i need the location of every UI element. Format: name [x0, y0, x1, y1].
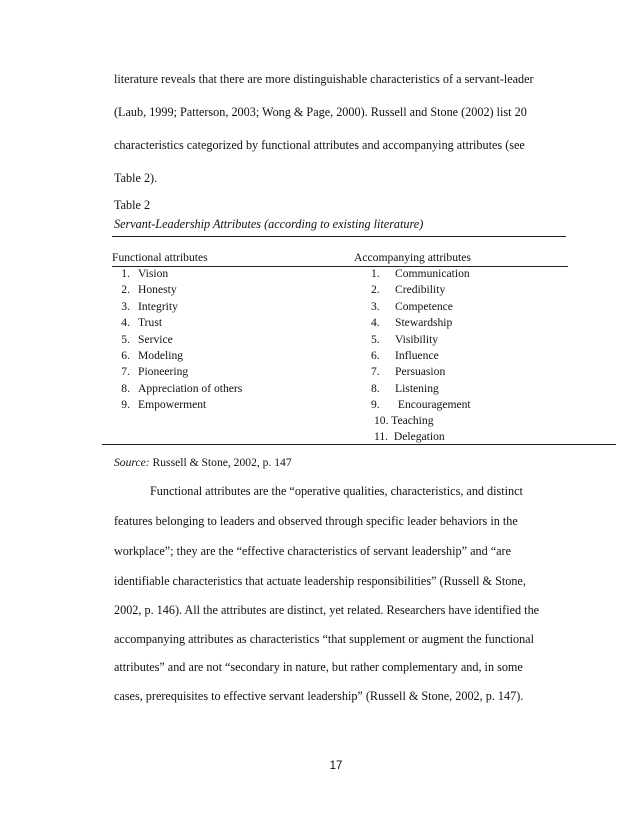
- item-text: Visibility: [395, 332, 439, 346]
- list-item: [371, 332, 471, 348]
- list-item: [114, 364, 242, 380]
- item-number: 4.: [121, 316, 130, 330]
- list-item: [371, 364, 471, 380]
- list-item: [371, 348, 471, 364]
- intro-line-2: (Laub, 1999; Patterson, 2003; Wong & Page, 2000). Russell and Stone (2002) list 20: [114, 105, 527, 119]
- item-number: 3.: [121, 299, 130, 313]
- body-line-6: accompanying attributes as characteristics “that supplement or augment the functional: [114, 632, 534, 646]
- functional-list: [114, 266, 242, 414]
- intro-line-4: Table 2).: [114, 171, 158, 185]
- source-text: Russell & Stone, 2002, p. 147: [149, 456, 292, 469]
- list-item: [114, 282, 242, 298]
- item-number: 1.: [121, 267, 130, 280]
- list-item: [114, 397, 242, 413]
- list-item: [371, 266, 471, 282]
- table-label: Table 2: [114, 198, 151, 212]
- table-top-rule: [112, 236, 566, 237]
- item-text: Influence: [395, 348, 439, 362]
- body-line-7: attributes” and are not “secondary in nature, but rather complementary and, in some: [114, 660, 523, 674]
- body-line-1: Functional attributes are the “operative qualities, characteristics, and distinct: [150, 484, 523, 498]
- intro-line-3: characteristics categorized by functional attributes and accompanying attributes (see: [114, 138, 525, 152]
- functional-header: Functional attributes: [112, 251, 208, 264]
- item-number: 3.: [371, 299, 380, 313]
- page-number: 17: [329, 760, 343, 772]
- item-text: Empowerment: [138, 398, 207, 412]
- item-number: 6.: [121, 348, 130, 362]
- list-item: [114, 348, 242, 364]
- item-number: 1.: [371, 267, 380, 280]
- item-text: Communication: [395, 267, 470, 280]
- item-text: Honesty: [138, 283, 177, 297]
- table-bottom-rule: [102, 444, 616, 445]
- body-line-8: cases, prerequisites to effective servant leadership” (Russell & Stone, 2002, p. 147).: [114, 689, 524, 703]
- item-number: 7.: [371, 365, 380, 379]
- item-text: Pioneering: [138, 365, 189, 379]
- accompanying-list: [371, 266, 471, 414]
- item-number: 6.: [371, 348, 380, 362]
- accompanying-item-11: 11. Delegation: [374, 430, 445, 443]
- list-item: [371, 315, 471, 331]
- item-text: Integrity: [138, 299, 178, 313]
- intro-line-1: literature reveals that there are more distinguishable characteristics of a servant-leader: [114, 72, 534, 86]
- item-text: Persuasion: [395, 365, 446, 379]
- list-item: [371, 397, 471, 413]
- item-text: Encouragement: [395, 398, 471, 412]
- item-text: Competence: [395, 299, 453, 313]
- item-text: Vision: [138, 267, 169, 280]
- item-number: 5.: [121, 332, 130, 346]
- item-number: 8.: [121, 381, 130, 395]
- list-item: [114, 299, 242, 315]
- list-item: [114, 266, 242, 282]
- item-number: 2.: [121, 283, 130, 297]
- list-item: [114, 315, 242, 331]
- item-text: Stewardship: [395, 316, 453, 330]
- item-text: Listening: [395, 381, 439, 395]
- item-number: 7.: [121, 365, 130, 379]
- list-item: [371, 299, 471, 315]
- item-number: 4.: [371, 316, 380, 330]
- item-number: 5.: [371, 332, 380, 346]
- list-item: [114, 381, 242, 397]
- list-item: [371, 282, 471, 298]
- body-line-4: identifiable characteristics that actuate leadership responsibilities” (Russell & Stone,: [114, 574, 526, 588]
- item-number: 8.: [371, 381, 380, 395]
- item-text: Trust: [138, 316, 163, 330]
- item-number: 9.: [371, 398, 380, 412]
- item-number: 2.: [371, 283, 380, 297]
- body-line-5: 2002, p. 146). All the attributes are distinct, yet related. Researchers have identified the: [114, 603, 540, 617]
- list-item: [371, 381, 471, 397]
- table-source: [114, 455, 292, 471]
- body-line-3: workplace”; they are the “effective characteristics of servant leadership” and “are: [114, 544, 511, 558]
- source-label: Source:: [114, 456, 150, 469]
- table-title: Servant-Leadership Attributes (according to existing literature): [114, 217, 424, 231]
- item-text: Modeling: [138, 348, 184, 362]
- list-item: [114, 332, 242, 348]
- accompanying-item-10: 10. Teaching: [374, 414, 434, 427]
- item-text: Service: [138, 332, 173, 346]
- accompanying-header: Accompanying attributes: [354, 251, 471, 264]
- item-text: Appreciation of others: [138, 381, 243, 395]
- body-line-2: features belonging to leaders and observed through specific leader behaviors in the: [114, 514, 518, 528]
- item-number: 9.: [121, 398, 130, 412]
- item-text: Credibility: [395, 283, 446, 297]
